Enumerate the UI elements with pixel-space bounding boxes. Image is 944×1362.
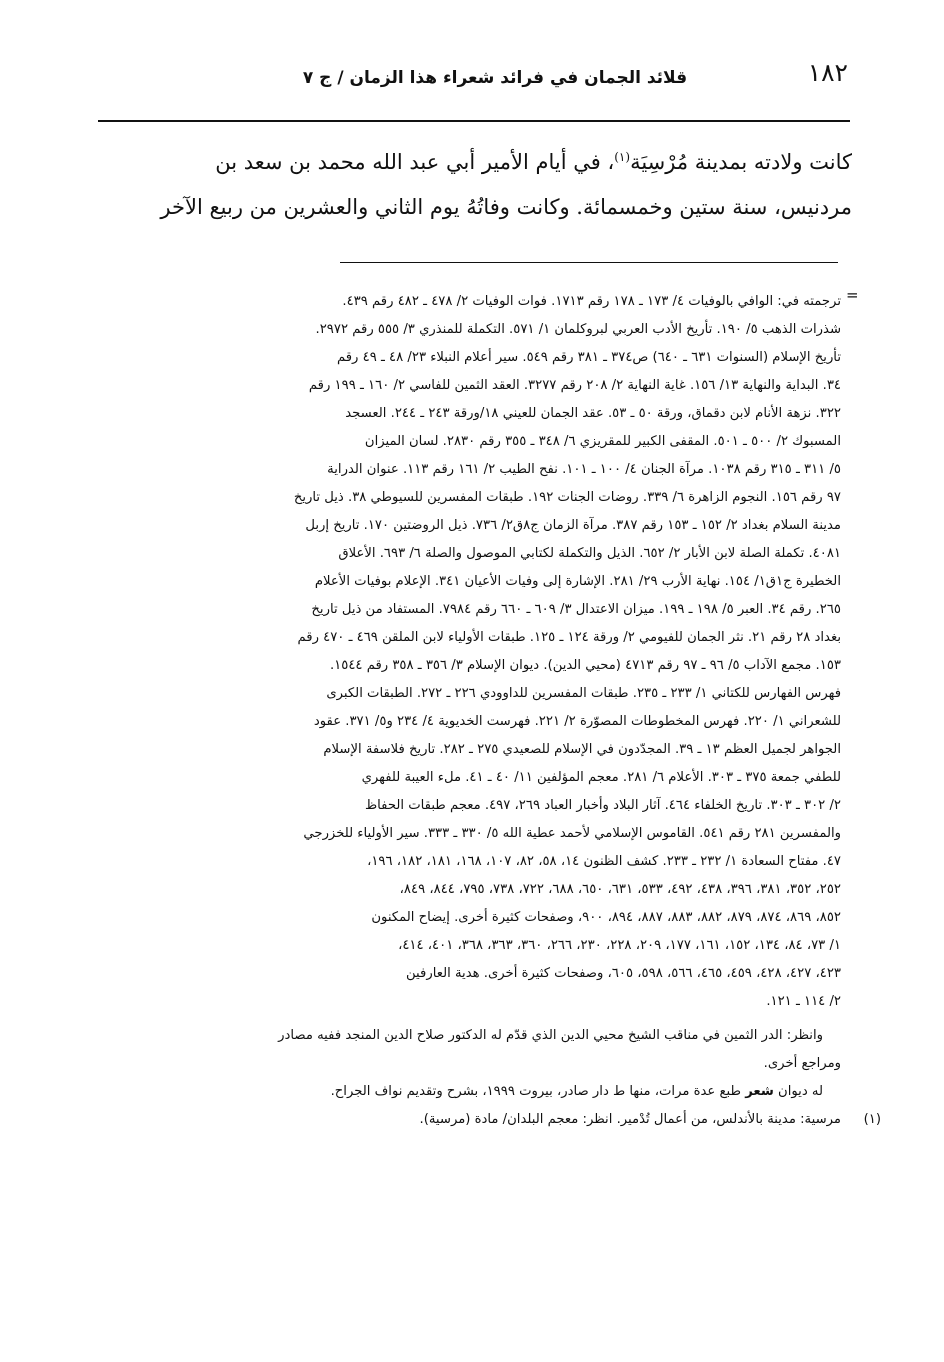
running-header-title: قلائد الجمان في فرائد شعراء هذا الزمان / ج ٧ (302, 68, 688, 88)
note-line: المسبوك ٢/ ٥٠٠ ـ ٥٠١. المقفى الكبير للمقريزي ٦/ ٣٤٨ ـ ٣٥٥ رقم ٢٨٣٠. لسان الميزان (364, 434, 841, 449)
main-body-text (92, 140, 852, 230)
note-line: ترجمته في: الوافي بالوفيات ٤/ ١٧٣ ـ ١٧٨ رقم ١٧١٣. فوات الوفيات ٢/ ٤٧٨ ـ ٤٨٢ رقم ٤٣٩. (342, 294, 841, 309)
continuation-mark: = (846, 286, 859, 304)
page-number: ١٨٢ (807, 58, 848, 87)
note-line: للشعراني ١/ ٢٢٠. فهرس المخطوطات المصوّرة ٢/ ٢٢١. فهرست الخديوية ٤/ ٢٣٤ و٥/ ٣٧١. عقود (313, 714, 841, 729)
note-line: فهرس الفهارس للكتاني ١/ ٢٣٣ ـ ٢٣٥. طبقات المفسرين للداوودي ٢٢٦ ـ ٢٧٢. الطبقات الكبرى (326, 686, 841, 701)
diwan-bold-word: شعر (745, 1084, 774, 1099)
note-line: تأريخ الإسلام (السنوات ٦٣١ ـ ٦٤٠) ص٣٧٤ ـ ٣٨١ رقم ٥٤٩. سير أعلام النبلاء ٢٣/ ٤٨ ـ ٤٩ رقم (336, 350, 841, 365)
note-line: ٢/ ٣٠٢ ـ ٣٠٣. تاريخ الخلفاء ٤٦٤. آثار البلاد وأخبار العباد ٢٦٩، ٤٩٧. معجم طبقات الحفاظ (364, 798, 841, 813)
footnote-divider (340, 262, 838, 263)
main-line-1-end: ، في أيام الأمير أبي عبد الله محمد بن سعد بن (215, 150, 615, 174)
note-line: ٥/ ٣١١ ـ ٣١٥ رقم ١٠٣٨. مرآة الجنان ٤/ ١٠٠ ـ ١٠١. نفح الطيب ٢/ ١٦١ رقم ١١٣. عنوان الدراية (327, 462, 841, 477)
diwan-text-start: له ديوان (773, 1084, 823, 1099)
note-line: شذرات الذهب ٥/ ١٩٠. تأريخ الأدب العربي لبروكلمان ١/ ٥٧١. التكملة للمنذري ٣/ ٥٥٥ رقم ٢٩٧٢. (315, 322, 841, 337)
note-line: ٢٦٥. رقم ٣٤. العبر ٥/ ١٩٨ ـ ١٩٩. ميزان الاعتدال ٣/ ٦٠٩ ـ ٦٦٠ رقم ٧٩٨٤. المستفاد من ذيل تاريخ (311, 602, 841, 617)
note-line: ١٥٣. مجمع الآداب ٥/ ٩٦ ـ ٩٧ رقم ٤٧١٣ (محيي الدين). ديوان الإسلام ٣/ ٣٥٦ ـ ٣٥٨ رقم ١٥٤٤. (329, 658, 841, 673)
see-also-line-2: ومراجع أخرى. (763, 1056, 841, 1071)
note-line: ٣٤. البداية والنهاية ١٣/ ١٥٦. غاية النهاية ٢/ ٢٠٨ رقم ٣٢٧٧. العقد الثمين للفاسي ٢/ ١٦٠ ـ ١٩٩ رقم (308, 378, 841, 393)
header-divider (98, 120, 850, 122)
footnotes-block (106, 288, 881, 1134)
main-line-1 (92, 140, 852, 185)
footnote-1 (106, 1106, 881, 1134)
note-line: ٨٥٢، ٨٦٩، ٨٧٤، ٨٧٩، ٨٨٢، ٨٨٣، ٨٨٧، ٨٩٤، ٩٠٠، وصفحات كثيرة أخرى. إيضاح المكنون (371, 910, 841, 925)
footnote-reference-mark: (١) (614, 150, 631, 164)
footnote-number: (١) (863, 1112, 881, 1127)
note-line: ٩٧ رقم ١٥٦. النجوم الزاهرة ٦/ ٣٣٩. روضات الجنات ١٩٢. طبقات المفسرين للسيوطي ٣٨. ذيل تاريخ (293, 490, 841, 505)
note-line: ١/ ٧٣، ٨٤، ١٣٤، ١٥٢، ١٦١، ١٧٧، ٢٠٩، ٢٢٨، ٢٣٠، ٢٦٦، ٣٦٠، ٣٦٣، ٣٦٨، ٤٠١، ٤١٤، (398, 938, 841, 953)
see-also-line-1: وانظر: الدر الثمين في مناقب الشيخ محيي الدين الذي قدّم له الدكتور صلاح الدين المنجد ففيه مصادر (278, 1028, 823, 1043)
note-line: الجواهر لجميل العظم ١٣ ـ ٣٩. المجدّدون في الإسلام للصعيدي ٢٧٥ ـ ٢٨٢. تاريخ فلاسفة الإسلام (323, 742, 841, 757)
footnote-text: مرسية: مدينة بالأندلس، من أعمال تُدْمير. انظر: معجم البلدان/ مادة (مرسية). (419, 1112, 841, 1127)
note-line: للطفي جمعة ٣٧٥ ـ ٣٠٣. الأعلام ٦/ ٢٨١. معجم المؤلفين ١١/ ٤٠ ـ ٤١. ملء العيبة للفهري (361, 770, 841, 785)
diwan-note (106, 1078, 841, 1106)
note-line: ٢/ ١١٤ ـ ١٢١. (766, 994, 841, 1009)
note-line: ٢٥٢، ٣٥٢، ٣٨١، ٣٩٦، ٤٣٨، ٤٩٢، ٥٣٣، ٦٣١، ٦٥٠، ٦٨٨، ٧٢٢، ٧٣٨، ٧٩٥، ٨٤٤، ٨٤٩، (399, 882, 841, 897)
diwan-text-end: طبع عدة مرات، منها ط دار صادر، بيروت ١٩٩٩، بشرح وتقديم نواف الجراح. (330, 1084, 746, 1099)
main-line-2: مردنيس، سنة ستين وخمسمائة. وكانت وفاتُهُ يوم الثاني والعشرين من ربيع الآخر (160, 195, 852, 219)
note-line: والمفسرين ٢٨١ رقم ٥٤١. القاموس الإسلامي لأحمد عطية الله ٥/ ٣٣٠ ـ ٣٣٣. سير الأولياء للخزرجي (303, 826, 841, 841)
note-line: بغداد ٢٨ رقم ٢١. نثر الجمان للفيومي ٢/ ورقة ١٢٤ ـ ١٢٥. طبقات الأولياء لابن الملقن ٤٦٩ ـ ٤٧٠ رقم (297, 630, 841, 645)
note-line: مدينة السلام بغداد ٢/ ١٥٢ ـ ١٥٣ رقم ٣٨٧. مرآة الزمان ج٨ق٢/ ٧٣٦. ذيل الروضتين ١٧٠. تاريخ إربل (305, 518, 841, 533)
note-line: ٤٧. مفتاح السعادة ١/ ٢٣٢ ـ ٢٣٣. كشف الظنون ١٤، ٥٨، ٨٢، ١٠٧، ١٦٨، ١٨١، ١٨٢، ١٩٦، (367, 854, 841, 869)
note-line: ٣٢٢. نزهة الأنام لابن دقماق، ورقة ٥٠ ـ ٥٣. عقد الجمان للعيني ١٨/ورقة ٢٤٣ ـ ٢٤٤. العسجد (345, 406, 841, 421)
note-line: ٤٢٣، ٤٢٧، ٤٢٨، ٤٥٩، ٤٦٥، ٥٦٦، ٥٩٨، ٦٠٥، وصفحات كثيرة أخرى. هدية العارفين (406, 966, 841, 981)
main-line-1-start: كانت ولادته بمدينة مُرْسِيَة (630, 150, 852, 174)
note-line: ٤٠٨١. تكملة الصلة لابن الأبار ٢/ ٦٥٢. الذيل والتكملة لكتابي الموصول والصلة ٦/ ٦٩٣. الأعلاق (338, 546, 841, 561)
note-line: الخطيرة ج١ق١/ ١٥٤. نهاية الأرب ٢٩/ ٢٨١. الإشارة إلى وفيات الأعيان ٣٤١. الإعلام بوفيات الأعلام (314, 574, 841, 589)
